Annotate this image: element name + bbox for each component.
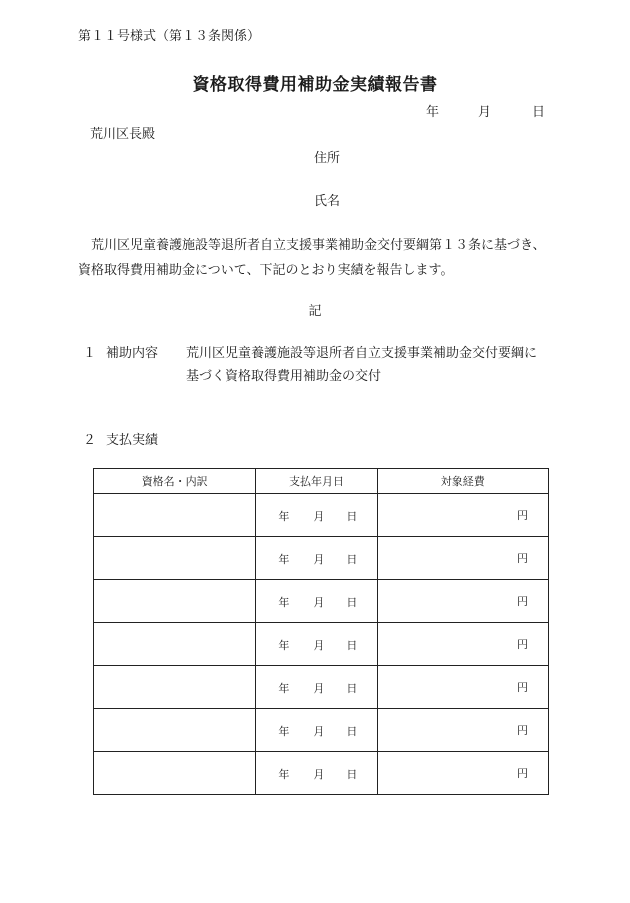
payment-month-label: 月 (313, 725, 325, 738)
qualification-name-cell[interactable] (94, 666, 256, 709)
table-row (94, 580, 549, 623)
eligible-expense-cell[interactable] (377, 666, 548, 709)
payment-month-label: 月 (313, 553, 325, 566)
item1-label: 補助内容 (106, 346, 159, 361)
body-paragraph (78, 233, 558, 283)
payment-month-label: 月 (313, 682, 325, 695)
yen-label: 円 (517, 509, 528, 522)
header-qualification-name: 資格名・内訳 (94, 469, 256, 494)
payment-day-label: 日 (346, 639, 358, 652)
eligible-expense-cell[interactable] (377, 709, 548, 752)
payment-month-label: 月 (313, 639, 325, 652)
qualification-name-cell[interactable] (94, 494, 256, 537)
name-label: 氏名 (314, 194, 341, 209)
yen-label: 円 (517, 724, 528, 737)
table-row (94, 752, 549, 795)
yen-label: 円 (517, 767, 528, 780)
table-header-row (94, 469, 549, 494)
payment-table (93, 468, 549, 795)
yen-label: 円 (517, 681, 528, 694)
date-day-label: 日 (532, 105, 546, 120)
payment-day-label: 日 (346, 510, 358, 523)
payment-year-label: 年 (278, 682, 290, 695)
payment-month-label: 月 (313, 768, 325, 781)
table-row (94, 623, 549, 666)
payment-year-label: 年 (278, 596, 290, 609)
yen-label: 円 (517, 552, 528, 565)
body-line-1: 荒川区児童養護施設等退所者自立支援事業補助金交付要綱第１３条に基づき、 (91, 238, 546, 253)
table-row (94, 666, 549, 709)
payment-year-label: 年 (278, 510, 290, 523)
qualification-name-cell[interactable] (94, 709, 256, 752)
address-label: 住所 (314, 151, 341, 166)
payment-date-cell[interactable] (256, 709, 377, 752)
payment-year-label: 年 (278, 725, 290, 738)
ki-heading: 記 (308, 304, 322, 319)
header-eligible-expense: 対象経費 (377, 469, 548, 494)
addressee: 荒川区長殿 (90, 127, 156, 142)
qualification-name-cell[interactable] (94, 580, 256, 623)
payment-year-label: 年 (278, 768, 290, 781)
qualification-name-cell[interactable] (94, 623, 256, 666)
eligible-expense-cell[interactable] (377, 623, 548, 666)
payment-date-cell[interactable] (256, 623, 377, 666)
item1-content-line-2: 基づく資格取得費用補助金の交付 (186, 369, 382, 384)
qualification-name-cell[interactable] (94, 537, 256, 580)
yen-label: 円 (517, 595, 528, 608)
item2-number: ２ (83, 433, 97, 448)
table-row (94, 537, 549, 580)
body-line-2: 資格取得費用補助金について、下記のとおり実績を報告します。 (78, 263, 454, 278)
document-title: 資格取得費用補助金実績報告書 (192, 75, 438, 95)
yen-label: 円 (517, 638, 528, 651)
payment-year-label: 年 (278, 639, 290, 652)
payment-date-cell[interactable] (256, 537, 377, 580)
payment-date-cell[interactable] (256, 580, 377, 623)
item1-content (186, 342, 566, 388)
payment-day-label: 日 (346, 553, 358, 566)
table-row (94, 709, 549, 752)
table-row (94, 494, 549, 537)
payment-day-label: 日 (346, 596, 358, 609)
payment-year-label: 年 (278, 553, 290, 566)
payment-month-label: 月 (313, 596, 325, 609)
date-year-label: 年 (426, 105, 440, 120)
header-payment-date: 支払年月日 (256, 469, 377, 494)
qualification-name-cell[interactable] (94, 752, 256, 795)
eligible-expense-cell[interactable] (377, 537, 548, 580)
item2-label: 支払実績 (106, 433, 159, 448)
item1-number: １ (83, 346, 97, 361)
date-line (426, 101, 545, 120)
item1-content-line-1: 荒川区児童養護施設等退所者自立支援事業補助金交付要綱に (186, 346, 538, 361)
payment-date-cell[interactable] (256, 494, 377, 537)
payment-date-cell[interactable] (256, 666, 377, 709)
payment-day-label: 日 (346, 725, 358, 738)
eligible-expense-cell[interactable] (377, 580, 548, 623)
eligible-expense-cell[interactable] (377, 494, 548, 537)
payment-month-label: 月 (313, 510, 325, 523)
payment-day-label: 日 (346, 768, 358, 781)
form-number: 第１１号様式（第１３条関係） (78, 29, 261, 44)
payment-day-label: 日 (346, 682, 358, 695)
eligible-expense-cell[interactable] (377, 752, 548, 795)
payment-date-cell[interactable] (256, 752, 377, 795)
date-month-label: 月 (478, 105, 492, 120)
